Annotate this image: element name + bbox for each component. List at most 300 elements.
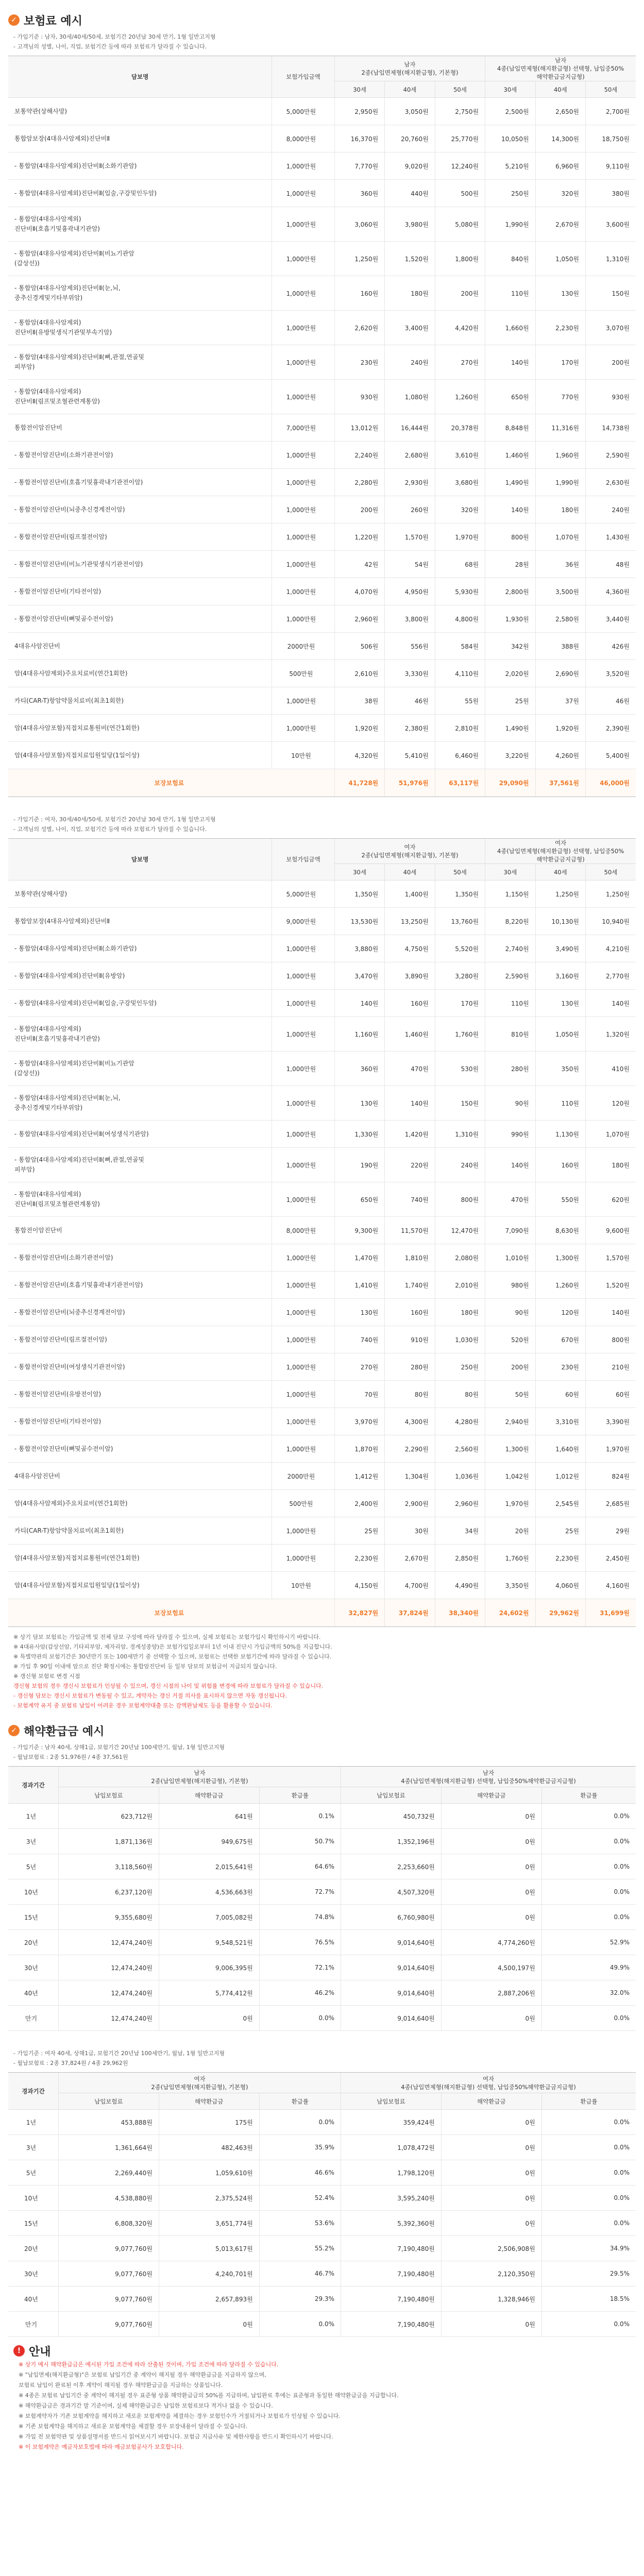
elapsed-period: 40년 bbox=[8, 2286, 58, 2312]
elapsed-period: 5년 bbox=[8, 2160, 58, 2185]
total-value: 63,117원 bbox=[435, 769, 485, 797]
premium-value: 650원 bbox=[334, 1182, 384, 1217]
premium-value: 4,800원 bbox=[435, 605, 485, 633]
premium-value: 2,230원 bbox=[535, 311, 585, 345]
refund-value: 0원 bbox=[441, 2312, 541, 2337]
premium-value: 770원 bbox=[535, 380, 585, 414]
premium-value: 1,990원 bbox=[535, 469, 585, 496]
coverage-amount: 1,000만원 bbox=[272, 990, 335, 1017]
premium-value: 12,240원 bbox=[435, 152, 485, 180]
premium-value: 11,316원 bbox=[535, 414, 585, 442]
premium-value: 1,430원 bbox=[586, 523, 636, 551]
refund-section bbox=[8, 1710, 636, 2337]
premium-value: 270원 bbox=[435, 345, 485, 380]
premium-value: 2,390원 bbox=[586, 715, 636, 742]
group1-header: 여자 2종(납입면제형(해지환급형), 기본형) bbox=[58, 2073, 341, 2093]
table-row bbox=[8, 180, 636, 207]
premium-value: 7,090원 bbox=[485, 1217, 535, 1244]
premium-value: 1,042원 bbox=[485, 1463, 535, 1490]
column-header: 해약환급금 bbox=[441, 2093, 541, 2110]
coverage-amount: 1,000만원 bbox=[272, 442, 335, 469]
premium-value: 180원 bbox=[535, 496, 585, 523]
refund-value: 18.5% bbox=[541, 2286, 636, 2312]
refund-value: 29.3% bbox=[259, 2286, 341, 2312]
premium-value: 1,660원 bbox=[485, 311, 535, 345]
premium-value: 20,760원 bbox=[385, 125, 435, 152]
table-row bbox=[8, 2286, 636, 2312]
coverage-name: - 통합전이암진단비(소화기관전이암) bbox=[8, 442, 272, 469]
premium-value: 320원 bbox=[535, 180, 585, 207]
refund-value: 0.0% bbox=[541, 2135, 636, 2160]
refund-value: 0원 bbox=[441, 2006, 541, 2031]
coverage-name: - 통합전이암진단비(뇌중추신경계전이암) bbox=[8, 496, 272, 523]
premium-value: 342원 bbox=[485, 633, 535, 660]
elapsed-period: 40년 bbox=[8, 1980, 58, 2006]
premium-value: 4,420원 bbox=[435, 311, 485, 345]
premium-value: 2,670원 bbox=[535, 207, 585, 242]
group2-header: 남자 4종(납입면제형(해지환급형) 선택형, 납입중50%해약환급금지급형) bbox=[341, 1767, 636, 1787]
premium-value: 1,250원 bbox=[334, 242, 384, 276]
total-value: 31,699원 bbox=[586, 1599, 636, 1627]
coverage-name: - 통합전이암진단비(여성생식기관전이암) bbox=[8, 1353, 272, 1381]
premium-value: 170원 bbox=[435, 990, 485, 1017]
elapsed-period: 1년 bbox=[8, 1804, 58, 1829]
column-header: 환급률 bbox=[259, 2093, 341, 2110]
refund-value: 34.9% bbox=[541, 2236, 636, 2261]
coverage-name: - 통합전이암진단비(뇌중추신경계전이암) bbox=[8, 1299, 272, 1326]
coverage-amount: 1,000만원 bbox=[272, 1121, 335, 1148]
table-row bbox=[8, 1980, 636, 2006]
coverage-name: - 통합전이암진단비(호흡기및흉곽내기관전이암) bbox=[8, 1272, 272, 1299]
premium-value: 220원 bbox=[385, 1148, 435, 1182]
refund-value: 50.7% bbox=[259, 1829, 341, 1854]
coverage-amount: 1,000만원 bbox=[272, 578, 335, 605]
refund-value: 9,014,640원 bbox=[341, 1980, 442, 2006]
premium-value: 410원 bbox=[586, 1052, 636, 1086]
table-row bbox=[8, 908, 636, 935]
premium-value: 9,020원 bbox=[385, 152, 435, 180]
refund-value: 9,014,640원 bbox=[341, 1955, 442, 1980]
table-row bbox=[8, 414, 636, 442]
coverage-name: 통합전이암진단비 bbox=[8, 414, 272, 442]
coverage-name: - 통합암(4대유사암제외)진단비Ⅱ(소화기관암) bbox=[8, 152, 272, 180]
note-line: - 고객님의 성별, 나이, 직업, 보험기간 등에 따라 보험료가 달라질 수 있습니다. bbox=[13, 826, 207, 833]
coverage-name: - 통합암(4대유사암제외)진단비Ⅱ(유방암) bbox=[8, 962, 272, 990]
premium-value: 4,300원 bbox=[385, 1408, 435, 1435]
refund-value: 5,774,412원 bbox=[159, 1980, 259, 2006]
elapsed-period: 3년 bbox=[8, 2135, 58, 2160]
premium-value: 1,030원 bbox=[435, 1326, 485, 1353]
table-row bbox=[8, 276, 636, 311]
footnote-line: ※ 가입 후 90일 이내에 암으로 진단 확정시에는 통합암진단비 등 일부 담보의 보험금이 지급되지 않습니다. bbox=[13, 1663, 277, 1670]
premium-value: 1,350원 bbox=[435, 880, 485, 908]
premium-value: 2,810원 bbox=[435, 715, 485, 742]
premium-value: 4,060원 bbox=[535, 1572, 585, 1599]
table-row bbox=[8, 605, 636, 633]
premium-value: 140원 bbox=[485, 345, 535, 380]
table-row bbox=[8, 1299, 636, 1326]
premium-value: 930원 bbox=[334, 380, 384, 414]
premium-value: 1,050원 bbox=[535, 1017, 585, 1052]
premium-value: 1,760원 bbox=[485, 1545, 535, 1572]
premium-value: 2,850원 bbox=[435, 1545, 485, 1572]
premium-value: 990원 bbox=[485, 1121, 535, 1148]
table-row bbox=[8, 1490, 636, 1517]
coverage-name: - 통합암(4대유사암제외)진단비Ⅱ(뼈,관절,연골및 피부암) bbox=[8, 1148, 272, 1182]
coverage-name: 암(4대유사암제외)주요치료비(연간1회한) bbox=[8, 660, 272, 687]
table-row bbox=[8, 2135, 636, 2160]
footnote-line: 갱신형 보험의 경우 갱신시 보험료가 인상될 수 있으며, 갱신 시점의 나이 및 위험률 변경에 따라 보험료가 달라질 수 있습니다. bbox=[13, 1683, 324, 1689]
premium-value: 20원 bbox=[485, 1517, 535, 1545]
premium-value: 1,570원 bbox=[586, 1244, 636, 1272]
coverage-amount: 1,000만원 bbox=[272, 496, 335, 523]
premium-value: 12,470원 bbox=[435, 1217, 485, 1244]
elapsed-period: 1년 bbox=[8, 2110, 58, 2135]
premium-value: 30원 bbox=[385, 1517, 435, 1545]
notice-line: ※ 이 보험계약은 예금자보호법에 따라 예금보험공사가 보호합니다. bbox=[19, 2444, 184, 2450]
coverage-amount: 1,000만원 bbox=[272, 276, 335, 311]
coverage-name: - 통합암(4대유사암제외)진단비Ⅱ(입술,구강및인두암) bbox=[8, 180, 272, 207]
premium-value: 2,770원 bbox=[586, 962, 636, 990]
premium-value: 140원 bbox=[385, 1086, 435, 1121]
coverage-amount: 1,000만원 bbox=[272, 311, 335, 345]
premium-value: 2,650원 bbox=[535, 98, 585, 125]
table-row bbox=[8, 469, 636, 496]
premium-value: 4,320원 bbox=[334, 742, 384, 769]
table-row bbox=[8, 1879, 636, 1905]
premium-value: 1,070원 bbox=[535, 523, 585, 551]
coverage-name: - 통합암(4대유사암제외) 진단비Ⅱ(유방및생식기관및부속기암) bbox=[8, 311, 272, 345]
refund-value: 0원 bbox=[441, 1879, 541, 1905]
premium-value: 130원 bbox=[535, 276, 585, 311]
refund-value: 0원 bbox=[441, 2135, 541, 2160]
premium-value: 1,970원 bbox=[435, 523, 485, 551]
premium-value: 50원 bbox=[485, 1381, 535, 1408]
premium-value: 230원 bbox=[535, 1353, 585, 1381]
premium-value: 8,630원 bbox=[535, 1217, 585, 1244]
age-header: 50세 bbox=[435, 81, 485, 98]
premium-value: 2,960원 bbox=[435, 1490, 485, 1517]
table-row bbox=[8, 242, 636, 276]
coverage-name: - 통합암(4대유사암제외) 진단비Ⅱ(호흡기및흉곽내기관암) bbox=[8, 1017, 272, 1052]
premium-value: 388원 bbox=[535, 633, 585, 660]
premium-value: 14,300원 bbox=[535, 125, 585, 152]
footnote-line: ※ 상기 담보 보험료는 가입금액 및 전체 담보 구성에 따라 달라질 수 있으며, 실제 보험료는 보험가입시 확인하시기 바랍니다. bbox=[13, 1634, 321, 1640]
table-row bbox=[8, 990, 636, 1017]
premium-value: 90원 bbox=[485, 1299, 535, 1326]
table-row bbox=[8, 1148, 636, 1182]
premium-value: 810원 bbox=[485, 1017, 535, 1052]
refund-value: 7,190,480원 bbox=[341, 2312, 442, 2337]
premium-value: 25원 bbox=[485, 687, 535, 715]
premium-value: 3,440원 bbox=[586, 605, 636, 633]
premium-value: 60원 bbox=[535, 1381, 585, 1408]
coverage-name: - 통합전이암진단비(뼈및골수전이암) bbox=[8, 1435, 272, 1463]
premium-value: 25,770원 bbox=[435, 125, 485, 152]
refund-value: 6,237,120원 bbox=[58, 1879, 159, 1905]
premium-value: 1,810원 bbox=[385, 1244, 435, 1272]
premium-value: 1,160원 bbox=[334, 1017, 384, 1052]
premium-value: 2,580원 bbox=[535, 605, 585, 633]
check-icon: ✓ bbox=[8, 1725, 20, 1736]
table-row bbox=[8, 2261, 636, 2286]
total-value: 51,976원 bbox=[385, 769, 435, 797]
table-row bbox=[8, 633, 636, 660]
refund-value: 12,474,240원 bbox=[58, 2006, 159, 2031]
table-row bbox=[8, 1955, 636, 1980]
coverage-name: - 통합전이암진단비(림프절전이암) bbox=[8, 1326, 272, 1353]
premium-value: 18,750원 bbox=[586, 125, 636, 152]
premium-value: 2,685원 bbox=[586, 1490, 636, 1517]
note-line: - 월납보험료 : 2종 51,976원 / 4종 37,561원 bbox=[13, 1754, 128, 1760]
total-value: 24,602원 bbox=[485, 1599, 535, 1627]
coverage-amount: 1,000만원 bbox=[272, 605, 335, 633]
premium-value: 5,210원 bbox=[485, 152, 535, 180]
premium-value: 2,230원 bbox=[535, 1545, 585, 1572]
premium-value: 3,610원 bbox=[435, 442, 485, 469]
column-header: 납입보험료 bbox=[58, 2093, 159, 2110]
premium-value: 2,690원 bbox=[535, 660, 585, 687]
premium-value: 2,280원 bbox=[334, 469, 384, 496]
premium-value: 4,490원 bbox=[435, 1572, 485, 1599]
coverage-amount: 1,000만원 bbox=[272, 1326, 335, 1353]
premium-value: 9,110원 bbox=[586, 152, 636, 180]
refund-value: 4,536,663원 bbox=[159, 1879, 259, 1905]
premium-value: 2,610원 bbox=[334, 660, 384, 687]
refund-value: 0원 bbox=[441, 2110, 541, 2135]
refund-value: 52.9% bbox=[541, 1930, 636, 1955]
premium-value: 3,280원 bbox=[435, 962, 485, 990]
refund-value: 0.0% bbox=[541, 1905, 636, 1930]
premium-value: 200원 bbox=[485, 1353, 535, 1381]
refund-value: 5,392,360원 bbox=[341, 2211, 442, 2236]
premium-value: 520원 bbox=[485, 1326, 535, 1353]
table-row bbox=[8, 742, 636, 769]
item-header: 담보명 bbox=[8, 839, 272, 880]
refund-value: 74.8% bbox=[259, 1905, 341, 1930]
premium-value: 2,010원 bbox=[435, 1272, 485, 1299]
table-row bbox=[8, 523, 636, 551]
premium-value: 3,970원 bbox=[334, 1408, 384, 1435]
refund-value: 0.0% bbox=[541, 2312, 636, 2337]
premium-value: 13,760원 bbox=[435, 908, 485, 935]
premium-value: 4,110원 bbox=[435, 660, 485, 687]
premium-value: 10,130원 bbox=[535, 908, 585, 935]
premium-value: 140원 bbox=[334, 990, 384, 1017]
premium-value: 530원 bbox=[435, 1052, 485, 1086]
female-refund-table bbox=[8, 2072, 636, 2337]
coverage-name: 암(4대유사암포함)직접치료입원일당(1일이상) bbox=[8, 1572, 272, 1599]
coverage-amount: 1,000만원 bbox=[272, 180, 335, 207]
premium-value: 3,520원 bbox=[586, 660, 636, 687]
premium-value: 800원 bbox=[435, 1182, 485, 1217]
notice-line: ※ 가입 전 보험약관 및 상품설명서를 반드시 읽어보시기 바랍니다. 보험금 지급사유 및 제한사항을 반드시 확인하시기 바랍니다. bbox=[19, 2433, 333, 2440]
coverage-name: 4대유사암진단비 bbox=[8, 633, 272, 660]
coverage-name: - 통합암(4대유사암제외)진단비Ⅱ(비뇨기관암 (갑상선)) bbox=[8, 242, 272, 276]
elapsed-period: 30년 bbox=[8, 1955, 58, 1980]
table-row bbox=[8, 2312, 636, 2337]
premium-value: 1,130원 bbox=[535, 1121, 585, 1148]
coverage-amount: 2000만원 bbox=[272, 1463, 335, 1490]
premium-value: 8,848원 bbox=[485, 414, 535, 442]
premium-value: 2,400원 bbox=[334, 1490, 384, 1517]
refund-value: 0원 bbox=[441, 2211, 541, 2236]
refund-value: 12,474,240원 bbox=[58, 1980, 159, 2006]
premium-value: 25원 bbox=[535, 1517, 585, 1545]
premium-value: 180원 bbox=[586, 1148, 636, 1182]
premium-value: 2,950원 bbox=[334, 98, 384, 125]
age-header: 40세 bbox=[385, 81, 435, 98]
coverage-amount: 1,000만원 bbox=[272, 1052, 335, 1086]
column-header: 환급률 bbox=[259, 1787, 341, 1804]
premium-value: 250원 bbox=[435, 1353, 485, 1381]
coverage-amount: 1,000만원 bbox=[272, 1272, 335, 1299]
coverage-amount: 1,000만원 bbox=[272, 1244, 335, 1272]
total-row bbox=[8, 769, 636, 797]
refund-value: 0원 bbox=[441, 1905, 541, 1930]
elapsed-period: 15년 bbox=[8, 2211, 58, 2236]
group2-header: 여자 4종(납입면제형(해지환급형) 선택형, 납입중50%해약환급금지급형) bbox=[341, 2073, 636, 2093]
coverage-name: - 통합암(4대유사암제외)진단비Ⅱ(뼈,관절,연골및 피부암) bbox=[8, 345, 272, 380]
premium-value: 160원 bbox=[385, 1299, 435, 1326]
premium-value: 5,930원 bbox=[435, 578, 485, 605]
premium-value: 3,500원 bbox=[535, 578, 585, 605]
premium-value: 1,490원 bbox=[485, 715, 535, 742]
premium-value: 2,020원 bbox=[485, 660, 535, 687]
total-value: 37,561원 bbox=[535, 769, 585, 797]
premium-value: 1,520원 bbox=[586, 1272, 636, 1299]
male-refund-table bbox=[8, 1766, 636, 2031]
refund-value: 9,355,680원 bbox=[58, 1905, 159, 1930]
refund-value: 0원 bbox=[441, 1854, 541, 1879]
premium-value: 13,250원 bbox=[385, 908, 435, 935]
coverage-amount: 1,000만원 bbox=[272, 551, 335, 578]
table-row bbox=[8, 345, 636, 380]
age-header: 30세 bbox=[334, 864, 384, 880]
premium-value: 120원 bbox=[535, 1299, 585, 1326]
elapsed-period: 3년 bbox=[8, 1829, 58, 1854]
premium-value: 1,050원 bbox=[535, 242, 585, 276]
premium-value: 4,280원 bbox=[435, 1408, 485, 1435]
coverage-amount: 1,000만원 bbox=[272, 207, 335, 242]
premium-value: 1,300원 bbox=[535, 1244, 585, 1272]
total-value: 41,728원 bbox=[334, 769, 384, 797]
refund-value: 12,474,240원 bbox=[58, 1930, 159, 1955]
coverage-name: 암(4대유사암포함)직접치료통원비(연간1회한) bbox=[8, 1545, 272, 1572]
group1-header: 남자 2종(납입면제형(해지환급형), 기본형) bbox=[334, 56, 485, 81]
table-row bbox=[8, 935, 636, 962]
premium-value: 3,070원 bbox=[586, 311, 636, 345]
premium-value: 1,150원 bbox=[485, 880, 535, 908]
notice-line: ※ 4종은 보험료 납입기간 중 계약이 해지될 경우 표준형 상품 해약환급금의 50%를 지급하며, 납입완료 후에는 표준형과 동일한 해약환급금을 지급합니다. bbox=[19, 2392, 399, 2399]
column-header: 해약환급금 bbox=[159, 1787, 259, 1804]
premium-value: 1,260원 bbox=[435, 380, 485, 414]
age-header: 30세 bbox=[485, 864, 535, 880]
female-premium-table bbox=[8, 838, 636, 1627]
premium-value: 3,310원 bbox=[535, 1408, 585, 1435]
coverage-name: 4대유사암진단비 bbox=[8, 1463, 272, 1490]
premium-value: 1,520원 bbox=[385, 242, 435, 276]
refund-value: 0.1% bbox=[259, 1804, 341, 1829]
column-header: 환급률 bbox=[541, 1787, 636, 1804]
premium-value: 28원 bbox=[485, 551, 535, 578]
premium-value: 9,300원 bbox=[334, 1217, 384, 1244]
premium-value: 260원 bbox=[385, 496, 435, 523]
premium-value: 80원 bbox=[385, 1381, 435, 1408]
premium-value: 1,310원 bbox=[586, 242, 636, 276]
item-header: 담보명 bbox=[8, 56, 272, 98]
premium-value: 910원 bbox=[385, 1326, 435, 1353]
premium-value: 60원 bbox=[586, 1381, 636, 1408]
table-row bbox=[8, 2006, 636, 2031]
premium-value: 110원 bbox=[485, 990, 535, 1017]
refund-value: 9,077,760원 bbox=[58, 2312, 159, 2337]
coverage-amount: 500만원 bbox=[272, 660, 335, 687]
table-row bbox=[8, 98, 636, 125]
premium-value: 160원 bbox=[334, 276, 384, 311]
total-label: 보장보험료 bbox=[8, 1599, 334, 1627]
refund-value: 0.0% bbox=[541, 2110, 636, 2135]
premium-value: 200원 bbox=[435, 276, 485, 311]
refund-value: 482,463원 bbox=[159, 2135, 259, 2160]
premium-value: 1,960원 bbox=[535, 442, 585, 469]
refund-value: 0.0% bbox=[541, 1854, 636, 1879]
female-refund-notes bbox=[8, 2045, 636, 2072]
coverage-name: 통합전이암진단비 bbox=[8, 1217, 272, 1244]
table-row bbox=[8, 1326, 636, 1353]
refund-value: 29.5% bbox=[541, 2261, 636, 2286]
premium-value: 3,060원 bbox=[334, 207, 384, 242]
premium-value: 130원 bbox=[334, 1299, 384, 1326]
refund-value: 0.0% bbox=[541, 2160, 636, 2185]
elapsed-period: 15년 bbox=[8, 1905, 58, 1930]
premium-value: 1,870원 bbox=[334, 1435, 384, 1463]
refund-value: 2,269,440원 bbox=[58, 2160, 159, 2185]
premium-value: 500원 bbox=[435, 180, 485, 207]
premium-value: 80원 bbox=[435, 1381, 485, 1408]
refund-value: 46.7% bbox=[259, 2261, 341, 2286]
premium-value: 1,990원 bbox=[485, 207, 535, 242]
coverage-amount: 1,000만원 bbox=[272, 242, 335, 276]
premium-value: 210원 bbox=[586, 1353, 636, 1381]
table-row bbox=[8, 1408, 636, 1435]
coverage-name: - 통합암(4대유사암제외) 진단비Ⅱ(호흡기및흉곽내기관암) bbox=[8, 207, 272, 242]
premium-value: 2,740원 bbox=[485, 935, 535, 962]
premium-value: 824원 bbox=[586, 1463, 636, 1490]
note-line: - 가입기준 : 남자, 30세/40세/50세, 보험기간 20년납 30세 만기, 1형 일반고지형 bbox=[13, 33, 216, 40]
premium-value: 46원 bbox=[586, 687, 636, 715]
premium-value: 190원 bbox=[334, 1148, 384, 1182]
refund-value: 2,375,524원 bbox=[159, 2185, 259, 2211]
coverage-amount: 1,000만원 bbox=[272, 1381, 335, 1408]
table-row bbox=[8, 2236, 636, 2261]
table-row bbox=[8, 2185, 636, 2211]
premium-value: 800원 bbox=[586, 1326, 636, 1353]
premium-value: 42원 bbox=[334, 551, 384, 578]
premium-value: 3,220원 bbox=[485, 742, 535, 769]
premium-value: 170원 bbox=[535, 345, 585, 380]
premium-value: 70원 bbox=[334, 1381, 384, 1408]
premium-value: 4,160원 bbox=[586, 1572, 636, 1599]
premium-value: 3,390원 bbox=[586, 1408, 636, 1435]
refund-value: 2,887,206원 bbox=[441, 1980, 541, 2006]
refund-value: 35.9% bbox=[259, 2135, 341, 2160]
premium-value: 584원 bbox=[435, 633, 485, 660]
premium-value: 1,570원 bbox=[385, 523, 435, 551]
elapsed-period: 5년 bbox=[8, 1854, 58, 1879]
premium-value: 9,600원 bbox=[586, 1217, 636, 1244]
premium-value: 2,620원 bbox=[334, 311, 384, 345]
